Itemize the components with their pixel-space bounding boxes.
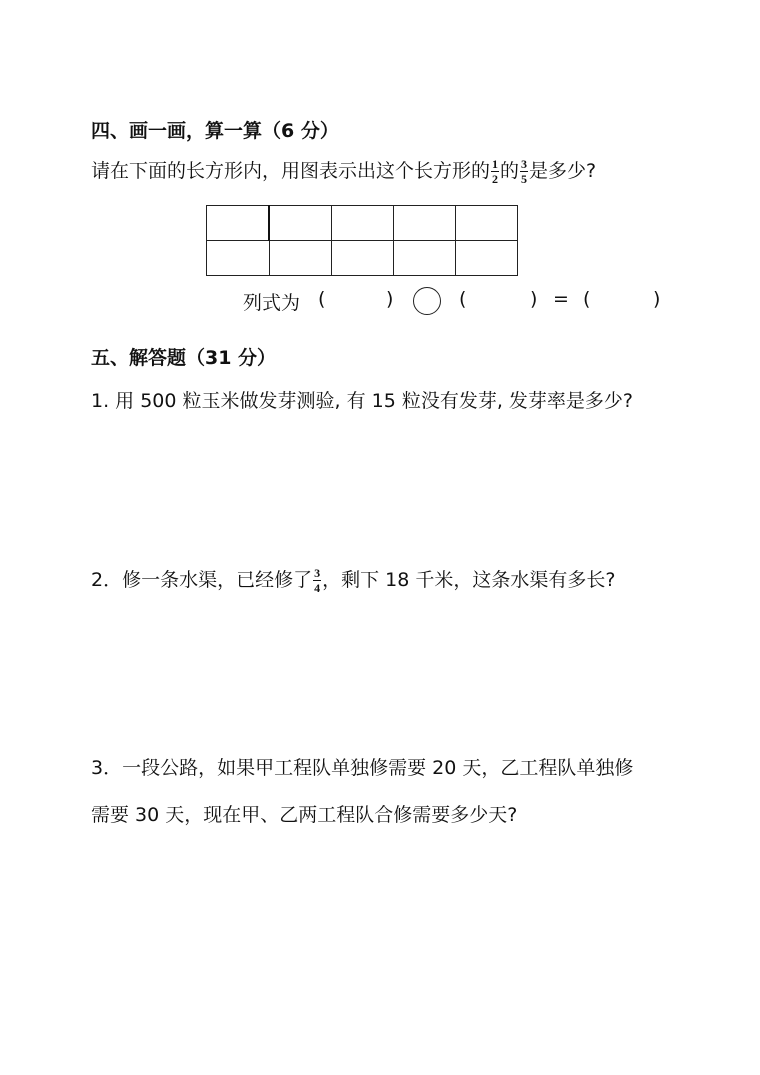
grid-cell[interactable] [456, 206, 518, 241]
formula-rparen-1: ) [386, 288, 394, 310]
grid-cell[interactable] [394, 241, 456, 276]
grid-cell[interactable] [207, 206, 270, 241]
formula-label: 列式为 [243, 292, 301, 314]
formula-lparen-1: ( [318, 288, 326, 310]
formula-lparen-3: ( [583, 288, 591, 310]
grid-row [207, 206, 518, 241]
fraction-three-quarters [313, 567, 321, 594]
formula-equals: = [553, 288, 569, 310]
grid-cell[interactable] [332, 206, 394, 241]
grid-cell[interactable] [394, 206, 456, 241]
fraction-denominator: 5 [521, 172, 528, 186]
grid-cell[interactable] [207, 241, 270, 276]
question-2 [91, 565, 615, 594]
fraction-numerator: 3 [314, 566, 321, 580]
rectangle-grid[interactable] [206, 205, 518, 276]
question-3-line-1: 3．一段公路，如果甲工程队单独修需要 20 天，乙工程队单独修 [91, 757, 634, 779]
grid-cell[interactable] [269, 206, 332, 241]
grid-cell[interactable] [456, 241, 518, 276]
instruction-text-before: 请在下面的长方形内，用图表示出这个长方形的 [91, 160, 491, 182]
fraction-three-fifths [520, 158, 528, 185]
fraction-one-half [491, 158, 499, 185]
fraction-numerator: 3 [521, 157, 528, 171]
question-1: 1. 用 500 粒玉米做发芽测验, 有 15 粒没有发芽, 发芽率是多少? [91, 390, 634, 412]
operator-circle[interactable] [413, 287, 441, 315]
question-2-text-before: 2．修一条水渠，已经修了 [91, 569, 313, 591]
instruction-text-after: 是多少? [529, 160, 597, 182]
grid-cell[interactable] [332, 241, 394, 276]
section5-title: 五、解答题（31 分） [91, 347, 277, 369]
question-2-text-after: ，剩下 18 千米，这条水渠有多长? [322, 569, 616, 591]
formula-rparen-3: ) [653, 288, 661, 310]
grid-cell[interactable] [269, 241, 332, 276]
fraction-denominator: 2 [492, 172, 499, 186]
formula-lparen-2: ( [459, 288, 467, 310]
section4-instruction [91, 156, 596, 185]
instruction-text-mid: 的 [500, 160, 520, 182]
formula-rparen-2: ) [530, 288, 538, 310]
grid-row [207, 241, 518, 276]
fraction-numerator: 1 [492, 157, 499, 171]
question-3-line-2: 需要 30 天，现在甲、乙两工程队合修需要多少天? [91, 804, 518, 826]
fraction-denominator: 4 [314, 581, 321, 595]
section4-title: 四、画一画，算一算（6 分） [91, 120, 339, 142]
